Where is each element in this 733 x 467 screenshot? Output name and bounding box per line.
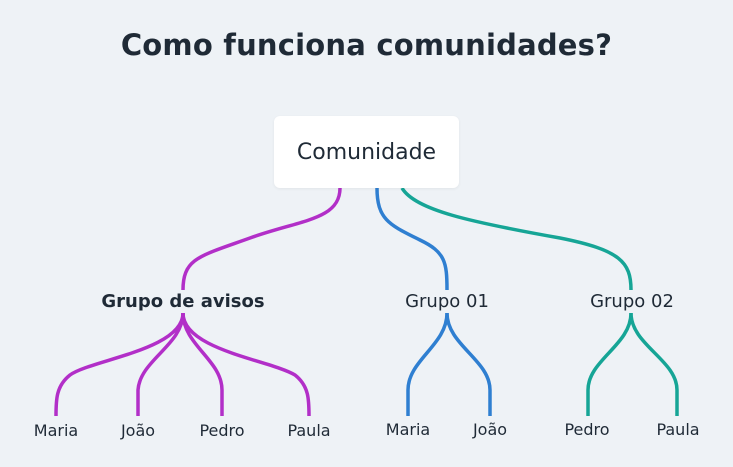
member-label: Pedro [564, 420, 610, 439]
member-label: Maria [385, 420, 431, 439]
member-label: João [120, 421, 156, 440]
link-avisos-maria [56, 313, 183, 416]
link-root-group-avisos [183, 188, 340, 290]
link-root-group-01 [377, 188, 447, 290]
group-label-avisos: Grupo de avisos [101, 291, 265, 312]
link-root-group-02 [402, 188, 631, 290]
member-label: Paula [287, 421, 331, 440]
link-avisos-paula [183, 313, 309, 416]
root-node-comunidade [274, 116, 459, 188]
member-label: Pedro [199, 421, 245, 440]
member-label: Maria [33, 421, 79, 440]
group-label-01: Grupo 01 [405, 291, 489, 312]
link-g02-paula [631, 313, 677, 416]
link-g01-joao [447, 313, 490, 416]
member-label: João [472, 420, 508, 439]
member-label: Paula [656, 420, 700, 439]
diagram-title: Como funciona comunidades? [120, 28, 613, 62]
link-g01-maria [408, 313, 447, 416]
group-label-02: Grupo 02 [590, 291, 674, 312]
link-g02-pedro [588, 313, 631, 416]
root-node-label: Comunidade [296, 139, 437, 165]
